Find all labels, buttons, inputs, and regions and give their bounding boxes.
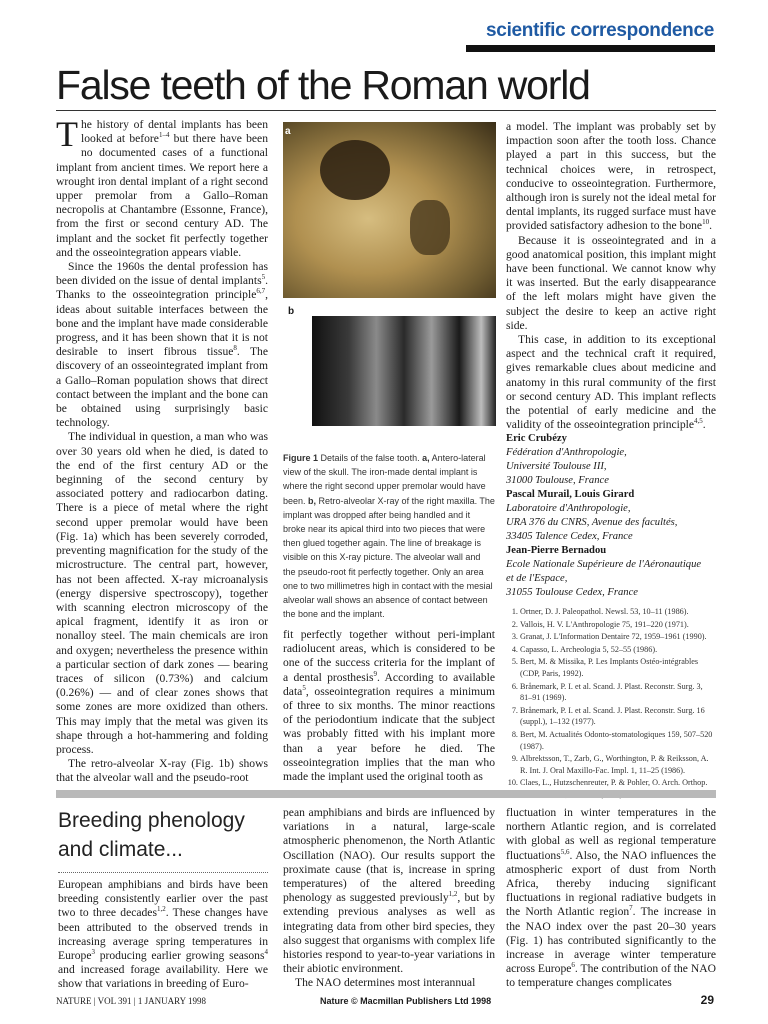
header-rule (466, 45, 715, 52)
figure-label-a: a (285, 126, 291, 137)
reference-list (506, 606, 716, 802)
reference-item: 7. Brånemark, P. I. et al. Scand. J. Plast. Reconstr. Surg. 16 (suppl.), 1–132 (1977). (520, 705, 716, 728)
second-article-column-2 (283, 806, 495, 991)
paragraph: European amphibians and birds have been breeding consistently earlier over the past two to three decades$^{1,2}$. These changes have been attributed to the observed trends in increasing average spring temperatures in Europe$^3$ producing earlier growing seasons$^4$ and increased forage availability. Here we show that variations in breeding of Euro- (58, 878, 269, 991)
figure-label-b: b (288, 306, 295, 317)
paragraph: Since the 1960s the dental profession has been divided on the issue of dental implants$^5$. Thanks to the osseointegration principle$^{6,7}$, ideas about suitable interfaces between the bone and the implant have made considerable progress, and it has been shown that it is not desirable to insert fibrous tissue$^8$. The discovery of an osseointegrated implant from a Gallo–Roman population shows that direct contact between the implant and the bone can be obtained using surprisingly basic technology. (56, 260, 268, 430)
author-affiliation: 31000 Toulouse, France (506, 475, 609, 487)
page-number: 29 (700, 993, 714, 1007)
author-affiliation: Fédération d'Anthropologie, (506, 447, 627, 459)
second-article-title: Breeding phenology and climate... (58, 809, 245, 861)
author-affiliation: 33405 Talence Cedex, France (506, 531, 633, 543)
article-column-1 (56, 114, 268, 786)
section-divider (56, 790, 716, 798)
skull-nasal-cavity (410, 200, 450, 255)
paragraph: fit perfectly together without peri-implant radiolucent areas, which is considered to be one of the success criteria for the implant of a dental prosthesis$^9$. According to available data$^5$, osseointegration requires a minimum of three to six months. The minor reactions of the periodontium indicate that the subject was probably fitted with his implant more than a year before he died. The osseointegration implies that the man who made the implant used the original tooth as (283, 628, 495, 784)
footer-copyright: Nature © Macmillan Publishers Ltd 1998 (320, 996, 492, 1006)
author-affiliation: Ecole Nationale Supérieure de l'Aéronautique (506, 559, 702, 571)
skull-photo (283, 122, 496, 298)
reference-item: 3. Granat, J. L'Information Dentaire 72, 1959–1961 (1990). (520, 631, 716, 643)
reference-item: 9. Albrektsson, T., Zarb, G., Worthington, P. & Reiksson, A. R. Int. J. Oral Maxillo-Fac. Impl. 1, 11–25 (1986). (520, 753, 716, 776)
paragraph: The individual in question, a man who was over 30 years old when he died, is dated to the end of the first century AD or the beginning of the second century by associated pottery and radiocarbon dating. There is a piece of metal where the right second upper premolar would have been (Fig. 1a) which has been severely corroded, preventing magnification for the study of the microstructure. The central part, however, has not been affected. X-ray microanalysis (energy dispersive spectroscopy), together with scanning electron microscopy of the apical fragment, identify it as iron or nonalloy steel. The main chemicals are iron and oxygen; nevertheless the presence within a particular section of dark zones — bearing traces of silicon (0.73%) and calcium (0.26%) — and of clear zones shows that some zones are more oxidized than others. This may imply that the metal was given its shape through a hot-hammering and folding process. (56, 430, 268, 756)
author-name: Eric Crubézy (506, 433, 567, 445)
drop-cap: T (56, 114, 78, 154)
article-column-3 (506, 120, 716, 600)
author-affiliation: et de l'Espace, (506, 573, 568, 585)
reference-item: 6. Brånemark, P. I. et al. Scand. J. Plast. Reconstr. Surg. 3, 81–91 (1969). (520, 681, 716, 704)
article-column-2 (283, 628, 495, 784)
paragraph: This case, in addition to its exceptional aspect and the technical craft it required, gives remarkable clues about medicine and anatomy in this rural community of the first or second century AD. This implant reflects the potential of early medicine and the validity of the osseointegration principle$^{4,5}$. (506, 333, 716, 432)
author-affiliation: URA 376 du CNRS, Avenue des facultés, (506, 517, 678, 529)
author-affiliation: 31055 Toulouse Cedex, France (506, 587, 639, 599)
reference-item: 2. Vallois, H. V. L'Anthropologie 75, 191–220 (1971). (520, 619, 716, 631)
paragraph: pean amphibians and birds are influenced by variations in a natural, large-scale atmospheric phenomenon, the North Atlantic Oscillation (NAO). Our results support the proximate cause (that is, increase in spring temperatures) of the altered breeding phenology as suggested previously$^{1,2}$, but by extending previous analyses as well as integrating data from other bird species, they also suggest that organisms with complex life histories respond to year-to-year variations in their abiotic environment. (283, 806, 495, 976)
reference-item: 10. Claes, L., Hutzschenreuter, P. & Pohler, O. Arch. Orthop. (520, 777, 716, 800)
second-article-column-1 (58, 878, 268, 992)
skull-orbit (320, 140, 390, 200)
reference-item: 8. Bert, M. Actualités Odonto-stomatologiques 159, 507–520 (1987). (520, 729, 716, 752)
second-article-column-3 (506, 806, 716, 991)
figure-caption: Figure 1 Details of the false tooth. a, Antero-lateral view of the skull. The iron-made dental implant is where the right second upper premolar would have been. b, Retro-alveolar X-ray of the right maxilla. The implant was dropped after being handled and it broke near its apical third into two pieces that were then glued together again. The line of breakage is visible on this X-ray picture. The alveolar wall and the pseudo-root fit perfectly together. Only an area one to two millimetres high in contact with the mesial alveolar wall shows an absence of contact between the bone and the implant. (283, 453, 495, 620)
title-rule (56, 110, 716, 111)
paragraph: The retro-alveolar X-ray (Fig. 1b) shows that the alveolar wall and the pseudo-root (56, 757, 268, 785)
paragraph: Because it is osseointegrated and in a good anatomical position, this implant might have been functional. We cannot know why it was inserted. But the early disappearance of the left molars might have given the subject the desire to keep an active right side. (506, 233, 716, 332)
author-name: Jean-Pierre Bernadou (506, 545, 607, 557)
paragraph: The history of dental implants has been looked at before$^{1-4}$ but there have been no documented cases of a functional implant from ancient times. We report here a wrought iron dental implant of a right second upper premolar from a Gallo–Roman necropolis at Chantambre (Essonne, France), from the first or second century AD. The implant and the socket fit perfectly together and the osseointegration appears viable. (56, 114, 268, 259)
reference-item: 1. Ortner, D. J. Paleopathol. Newsl. 53, 10–11 (1986). (520, 606, 716, 618)
paragraph: a model. The implant was probably set by impaction soon after the tooth loss. Chance played a part in this success, but the technical choices were, in retrospect, conducive to osseointegration. Furthermore, although iron is surely not the ideal metal for dental implants, its rugged surface must have provided satisfactory adhesion to the bone$^{10}$. (506, 120, 716, 233)
xray-image (312, 316, 496, 426)
reference-item: 5. Bert, M. & Missika, P. Les Implants Ostéo-intégrables (CDP, Paris, 1992). (520, 656, 716, 679)
author-name: Pascal Murail, Louis Girard (506, 489, 635, 501)
section-label: scientific correspondence (486, 20, 714, 41)
author-block (506, 432, 716, 600)
title-dotted-rule (58, 872, 268, 873)
reference-item: 4. Capasso, L. Archeologia 5, 52–55 (1986). (520, 644, 716, 656)
paragraph: fluctuation in winter temperatures in the northern Atlantic region, and is correlated with global as well as regional temperature fluctuations$^{5,6}$. Also, the NAO influences the atmospheric export of dust from North Africa, thereby inducing significant fluctuations in regional radiative budgets in the North Atlantic region$^7$. The increase in the NAO index over the past 20–30 years (Fig. 1) has contributed significantly to the increase in average winter temperature across Europe$^6$. The contribution of the NAO to temperature changes complicates (506, 806, 717, 990)
footer-journal-info: NATURE | VOL 391 | 1 JANUARY 1998 (56, 996, 207, 1006)
author-affiliation: Université Toulouse III, (506, 461, 607, 473)
paragraph: The NAO determines most interannual (295, 976, 476, 990)
article-title: False teeth of the Roman world (56, 62, 590, 108)
author-affiliation: Laboratoire d'Anthropologie, (506, 503, 631, 515)
